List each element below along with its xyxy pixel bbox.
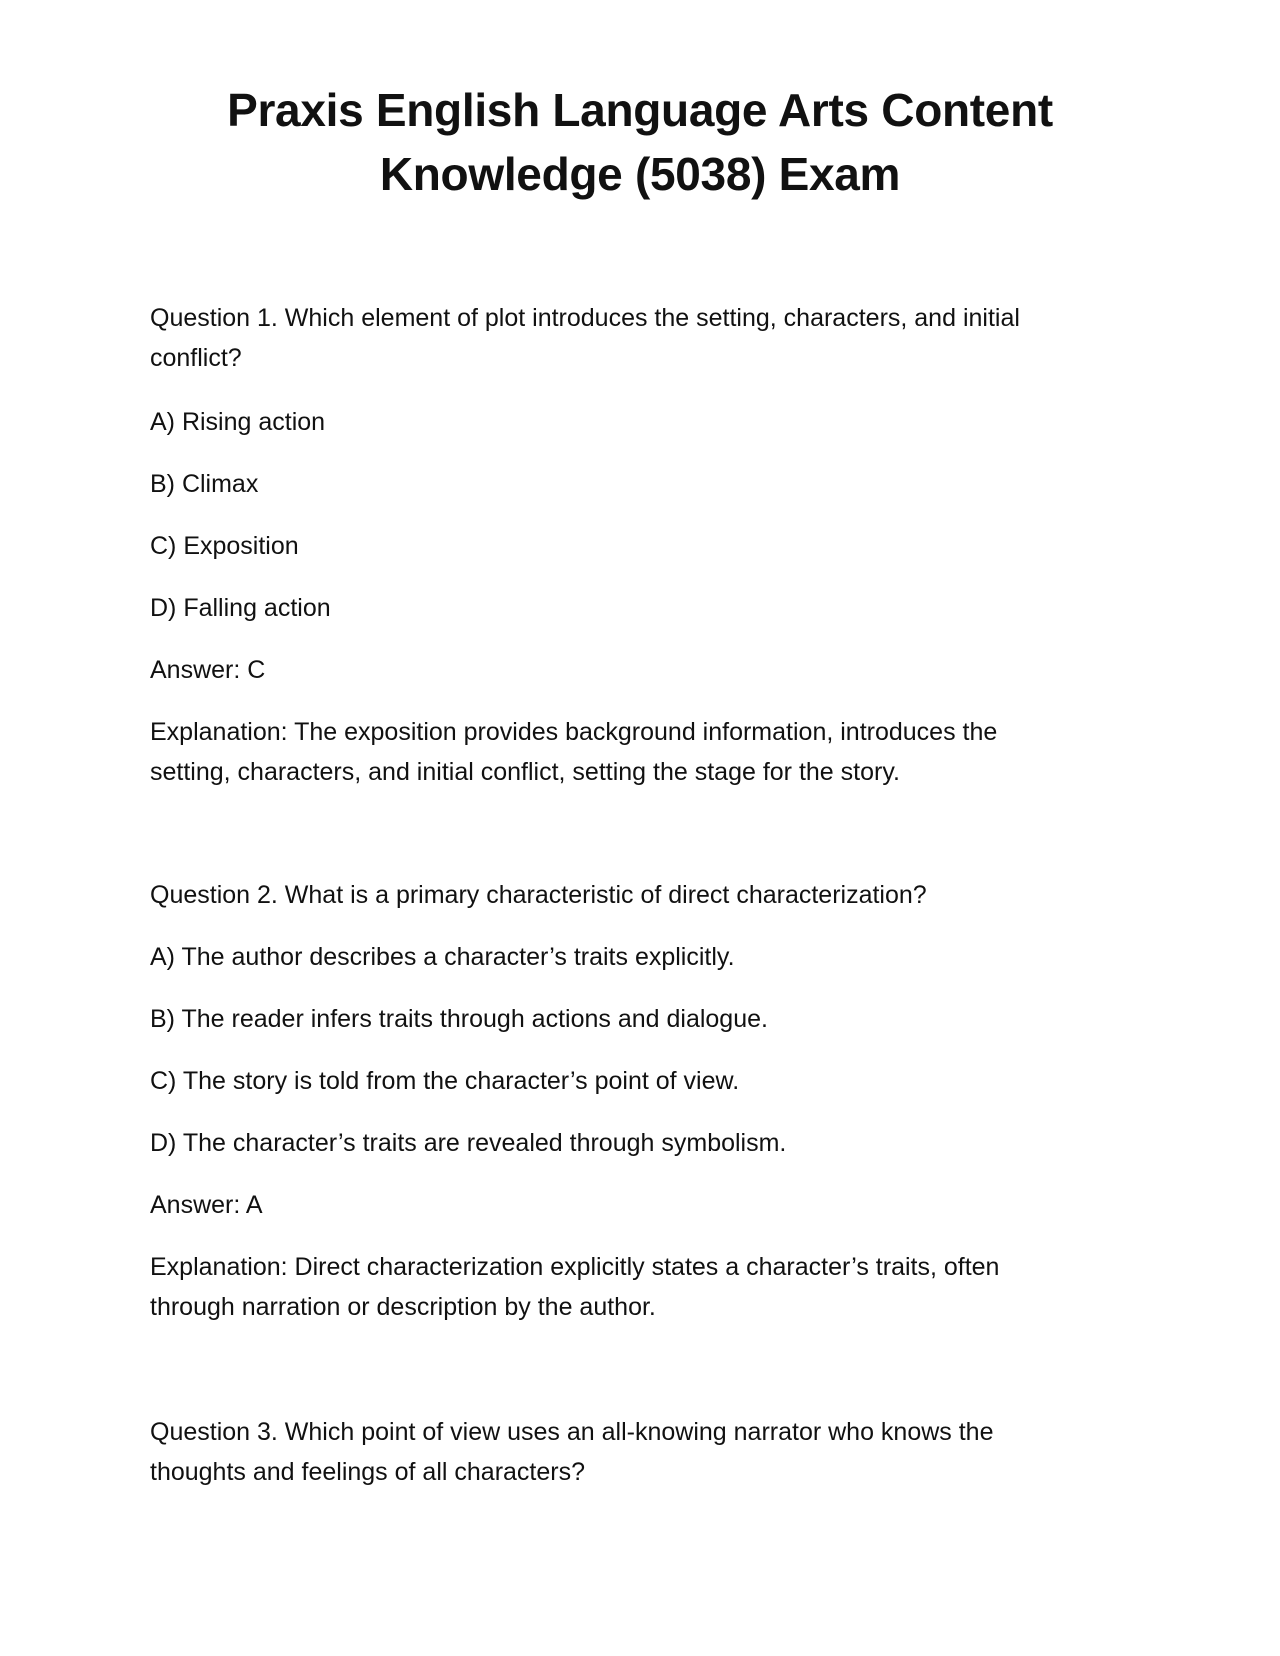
question-1-explanation — [150, 712, 1120, 792]
question-2-option-c: C) The story is told from the character’s point of view. — [150, 1067, 740, 1095]
question-3-line-2: thoughts and feelings of all characters? — [150, 1458, 585, 1486]
question-1-option-b: B) Climax — [150, 470, 259, 498]
title-line-1: Praxis English Language Arts Content — [227, 84, 1053, 136]
question-2-option-d: D) The character’s traits are revealed through symbolism. — [150, 1129, 787, 1157]
question-1-text — [150, 298, 1120, 378]
question-2-explanation-line-2: through narration or description by the author. — [150, 1293, 656, 1321]
question-2-line-1: Question 2. What is a primary characteristic of direct characterization? — [150, 881, 927, 909]
question-3-line-1: Question 3. Which point of view uses an all-knowing narrator who knows the — [150, 1418, 994, 1446]
title-line-2: Knowledge (5038) Exam — [379, 148, 901, 200]
question-1-option-d: D) Falling action — [150, 594, 331, 622]
question-1-option-c: C) Exposition — [150, 532, 299, 560]
question-2-explanation — [150, 1247, 1120, 1327]
question-1-answer: Answer: C — [150, 656, 266, 684]
question-2-explanation-line-1: Explanation: Direct characterization explicitly states a character’s traits, often — [150, 1253, 1000, 1281]
question-1-option-a: A) Rising action — [150, 408, 326, 436]
question-2-answer: Answer: A — [150, 1191, 263, 1219]
question-3-text — [150, 1412, 1120, 1492]
question-1-explanation-line-1: Explanation: The exposition provides background information, introduces the — [150, 718, 998, 746]
question-1-line-1: Question 1. Which element of plot introduces the setting, characters, and initial — [150, 304, 1020, 332]
question-2-option-b: B) The reader infers traits through actions and dialogue. — [150, 1005, 768, 1033]
question-2-option-a: A) The author describes a character’s traits explicitly. — [150, 943, 735, 971]
question-2-text — [150, 875, 1120, 915]
question-1-line-2: conflict? — [150, 344, 242, 372]
question-1-explanation-line-2: setting, characters, and initial conflict, setting the stage for the story. — [150, 758, 900, 786]
document-title — [140, 78, 1140, 206]
